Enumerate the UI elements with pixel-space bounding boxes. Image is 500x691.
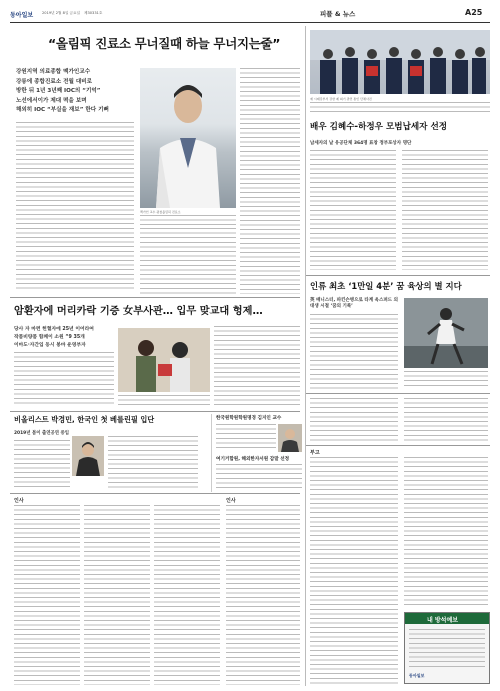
- issue-number: 제30331호: [84, 11, 103, 15]
- appointments-heading: 인사: [14, 498, 24, 504]
- group-photo-caption: 예 시제강부서 강한 제 의기 관련 통인 단체사진: [310, 97, 372, 101]
- record-subhead: 英 배니스터, 파킨슨병으로 타계 옥스퍼드 의대생 시절 ‘꿈의 기록’: [310, 298, 398, 309]
- cancer-headline: 암환자에 머리카락 기증 女부사관… 입무 맞교대 헝제…: [14, 306, 263, 317]
- group-photo: [310, 30, 490, 94]
- award-photo: [278, 424, 302, 452]
- cancer-body-text-2: [214, 326, 300, 408]
- violist-headline: 비올리스트 박경민, 한국인 첫 베를린필 입단: [14, 415, 155, 424]
- lead-headline: “올림픽 진료소 무너질때 하늘 무너지는줄”: [48, 36, 281, 51]
- tax-subhead: 납세자의 날 유공단체 364명 표창 정부포상자 명단: [310, 141, 412, 146]
- ad-title: 내 방석예보: [427, 617, 459, 624]
- lead-photo-caption: 맥가인 교수 평창올림픽 진료소: [140, 210, 181, 214]
- page-number: A25: [465, 8, 483, 17]
- lead-subhead-4: 노선에서이가 제대 떡을 보며: [16, 97, 87, 104]
- record-body-text-1: [310, 314, 398, 390]
- paper-name: 동아일보: [10, 12, 34, 19]
- lead-subhead-3: 방한 뒤 1년 3년째 IOC의 “기억”: [16, 88, 101, 94]
- tax-body-text-1: [310, 150, 396, 270]
- group-photo-figures: [310, 30, 490, 94]
- runner-photo: [404, 298, 488, 368]
- appointments-col-1: [14, 505, 80, 685]
- section-title: 피플 & 뉴스: [320, 10, 356, 18]
- appointments-col-2: [84, 505, 150, 685]
- group-caption-lines: [310, 102, 490, 112]
- cancer-photo-caption: [118, 395, 210, 407]
- lead-body-text-1: [16, 122, 134, 292]
- tax-headline: 배우 김혜수-하정우 모범납세자 선정: [310, 122, 448, 132]
- column-rule-main: [305, 26, 306, 686]
- violist-subhead: 2019년 봄이 출연공연 중입: [14, 431, 69, 436]
- cancer-photo: [118, 328, 210, 392]
- portrait-figure: [140, 68, 236, 208]
- violist-portrait: [72, 436, 104, 476]
- award-headline: 한국원학원학원명경 김지인 교수: [216, 416, 282, 421]
- people-col-1: [226, 505, 300, 685]
- lead-body-text-3: [240, 68, 300, 294]
- column-rule-mid: [211, 414, 212, 492]
- obituaries-heading: 부고: [310, 450, 320, 456]
- record-headline: 인류 최초 ‘1만일 4분’ 꿈 육상의 별 지다: [310, 281, 462, 291]
- ad-brand: 동아일보: [409, 673, 425, 678]
- issue-date: 2019년 2월 8일 금요일: [42, 11, 80, 15]
- cancer-subhead-2: 작품비량품 함께이 소원 “9 35개: [14, 335, 85, 340]
- runner-figure: [404, 298, 488, 368]
- violist-body-text-1: [14, 440, 70, 488]
- lead-subhead-5: 해외히 IOC “부실을 재보” 한다 기뻐: [16, 107, 109, 113]
- ad-text: [409, 629, 485, 669]
- record-continuation-2: [404, 398, 488, 442]
- lead-subheads: [16, 68, 136, 116]
- cancer-subhead-3: 이마도·자간입 동시 봉마 운영부자: [14, 343, 86, 348]
- record-continuation-1: [310, 398, 398, 442]
- tax-body-text-2: [402, 150, 488, 270]
- violist-photo: [72, 436, 104, 476]
- lead-body-text-2: [140, 228, 236, 294]
- lead-photo: [140, 68, 236, 208]
- masthead: [10, 7, 490, 23]
- book-body-text: [216, 464, 302, 490]
- lead-subhead-1: 강원지역 의료종합 맥가인교수: [16, 69, 91, 75]
- cancer-photo-figures: [118, 328, 210, 392]
- award-body-text: [216, 424, 276, 450]
- book-headline: 여기거합원, 해외한자서원 감말 선정: [216, 457, 290, 462]
- obituaries-col-2: [404, 457, 488, 607]
- lead-caption-lines: [140, 215, 236, 225]
- lead-subhead-2: 강릉에 종합진료소 전월 대비로: [16, 78, 93, 85]
- cancer-subheads: [14, 326, 114, 350]
- people-heading: 인사: [226, 498, 236, 504]
- obituaries-col-1: [310, 457, 398, 685]
- appointments-col-3: [154, 505, 220, 685]
- award-portrait: [278, 424, 302, 452]
- cancer-subhead-1: 당사 자 마련 헌혈자에 25년 이어라여: [14, 327, 94, 332]
- cancer-body-text-1: [14, 352, 114, 406]
- runner-caption: [404, 371, 488, 389]
- ad-box: [404, 612, 490, 684]
- violist-body-text-2: [108, 436, 198, 488]
